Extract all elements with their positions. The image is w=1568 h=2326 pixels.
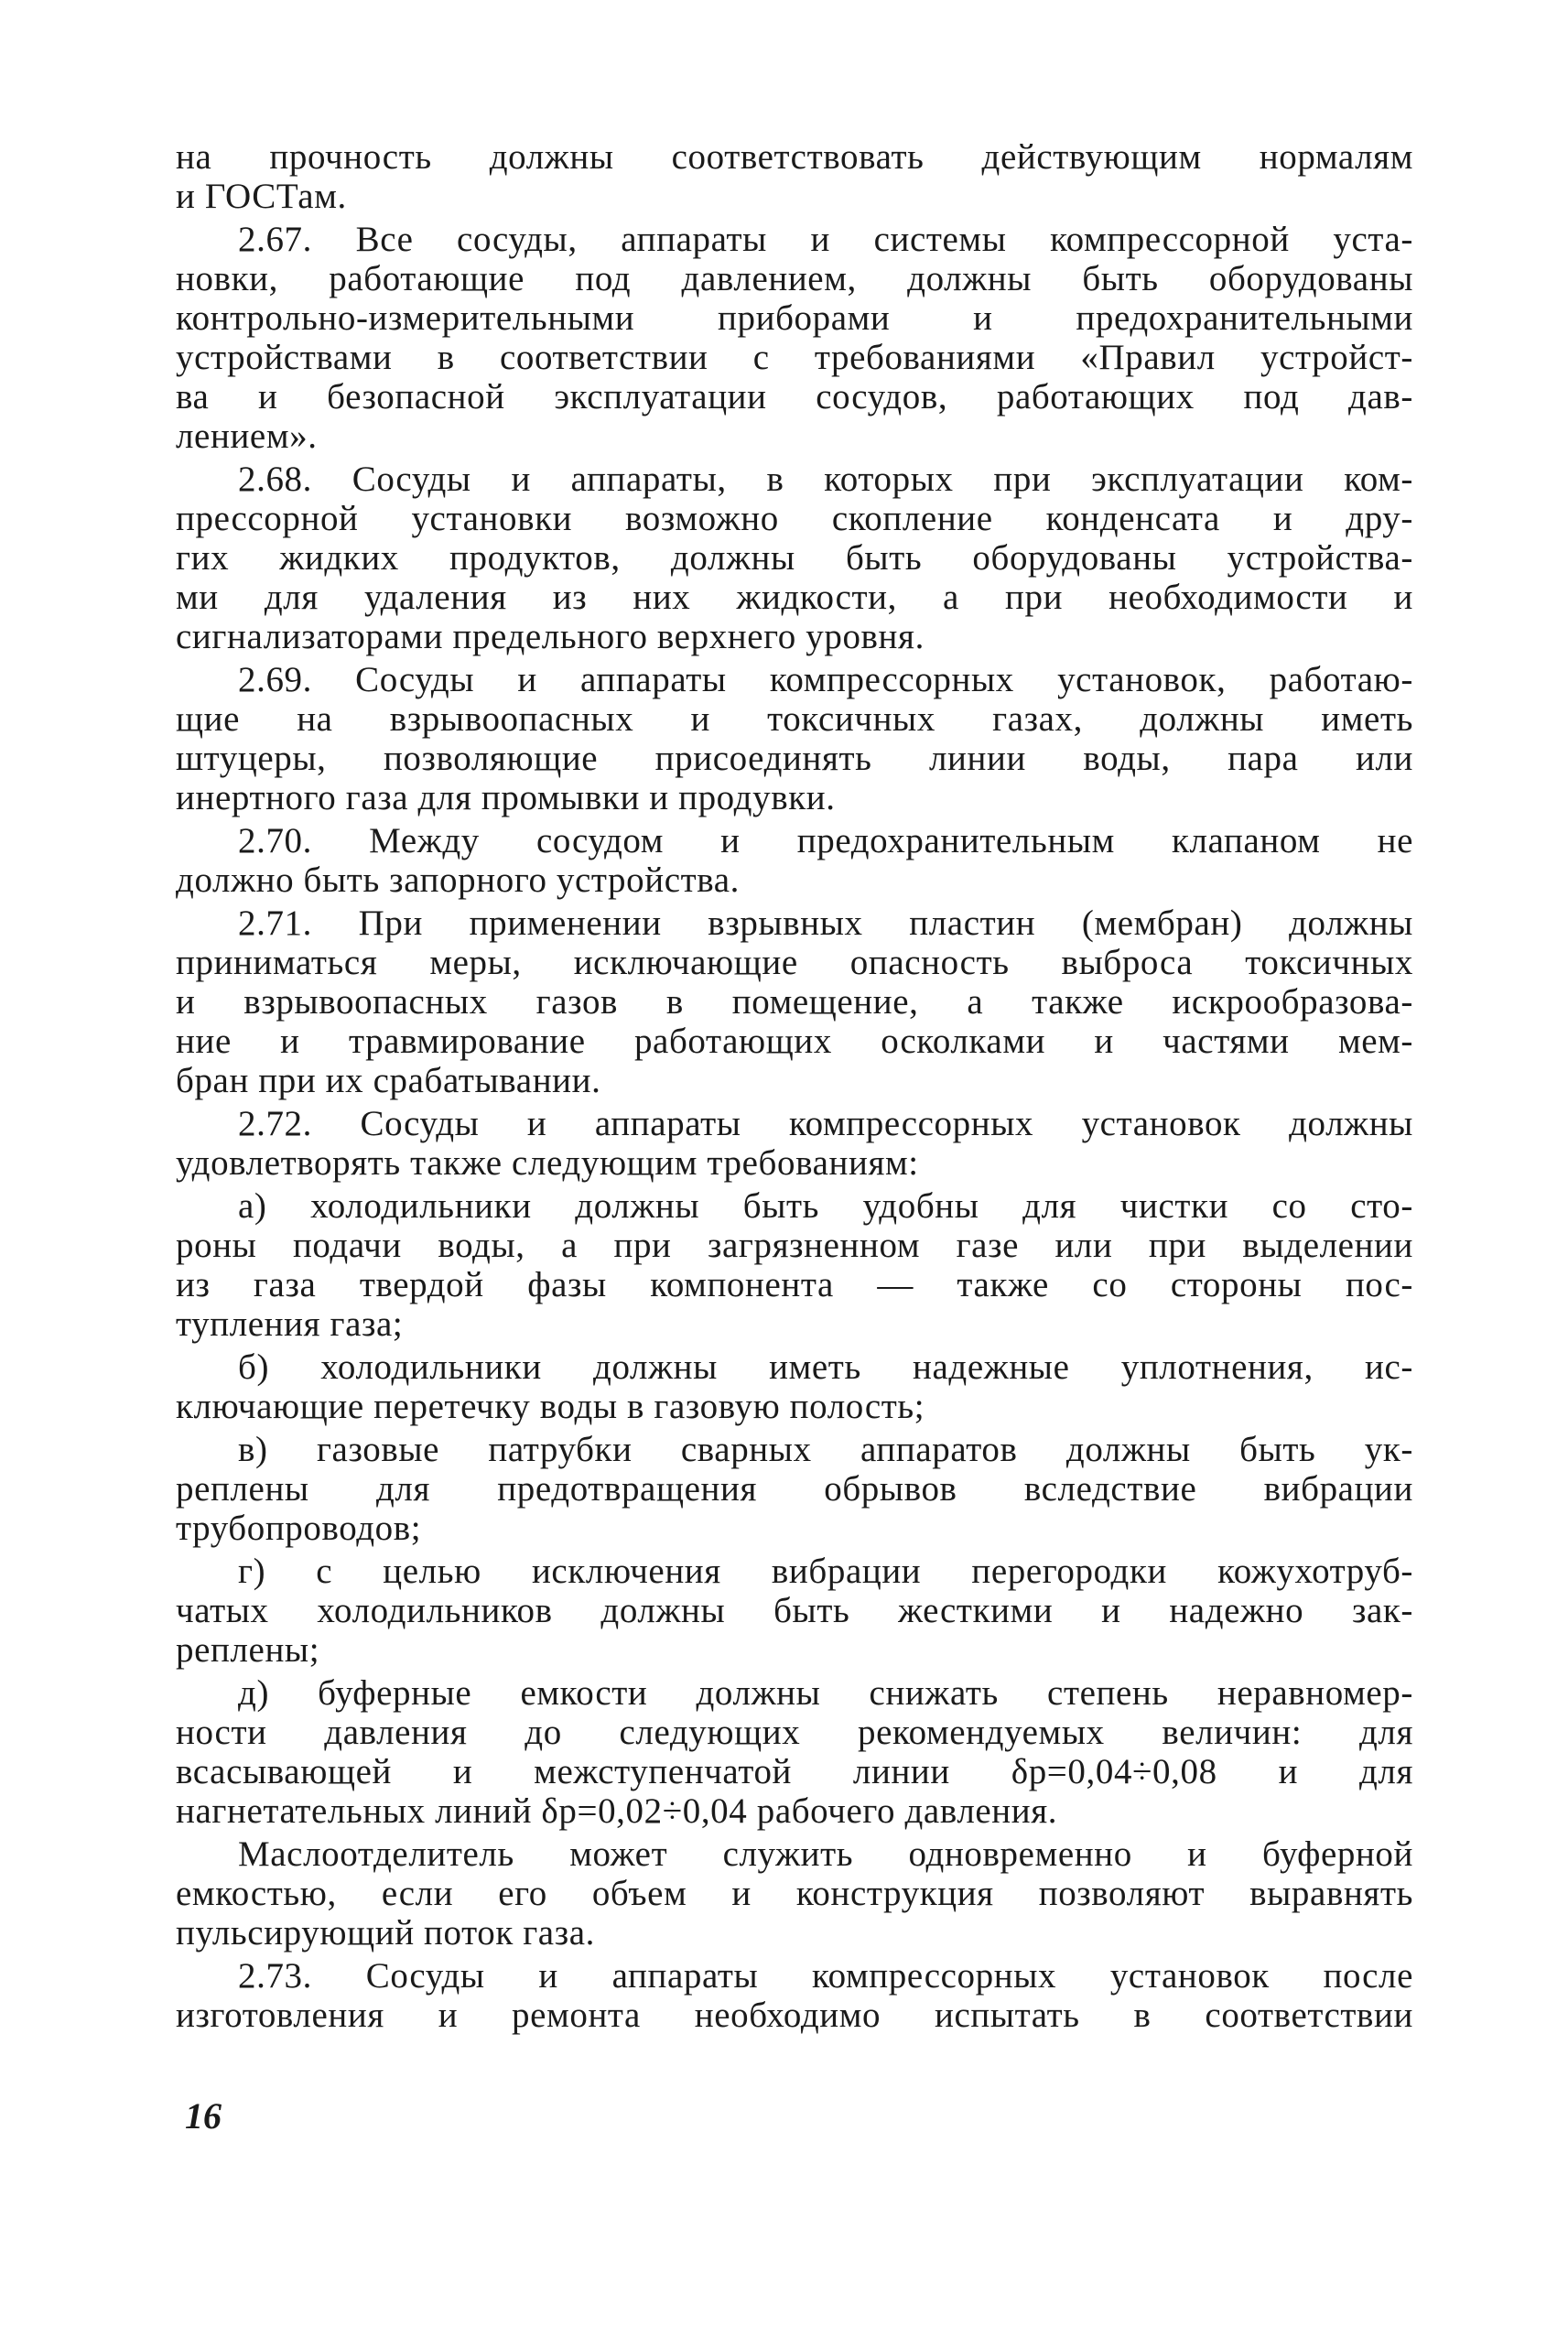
text-line: щие на взрывоопасных и токсичных газах, должны иметь (176, 699, 1413, 739)
text-line: устройствами в соответствии с требованиями «Правил устройст- (176, 338, 1413, 377)
text-line: 2.71. При применении взрывных пластин (мембран) должны (238, 903, 1413, 943)
text-line: штуцеры, позволяющие присоединять линии воды, пара или (176, 739, 1413, 778)
paragraph (176, 1430, 1413, 1548)
text-line: гих жидких продуктов, должны быть оборудованы устройства- (176, 538, 1413, 578)
text-line: тупления газа; (176, 1304, 404, 1344)
text-line: из газа твердой фазы компонента — также со стороны пос- (176, 1265, 1413, 1304)
paragraph (176, 220, 1413, 456)
text-line: в) газовые патрубки сварных аппаратов должны быть ук- (238, 1430, 1413, 1469)
text-line: Маслоотделитель может служить одновременно и буферной (238, 1834, 1413, 1874)
text-line: прессорной установки возможно скопление конденсата и дру- (176, 499, 1413, 538)
text-line: г) с целью исключения вибрации перегородки кожухотруб- (238, 1552, 1413, 1591)
paragraph (176, 460, 1413, 656)
text-line: ми для удаления из них жидкости, а при необходимости и (176, 578, 1413, 617)
text-line: 2.70. Между сосудом и предохранительным клапаном не (238, 821, 1413, 860)
paragraph (176, 660, 1413, 817)
text-line: чатых холодильников должны быть жесткими и надежно зак- (176, 1591, 1413, 1630)
paragraph (176, 1834, 1413, 1953)
text-line: ключающие перетечку воды в газовую полость; (176, 1387, 925, 1426)
paragraph (176, 1347, 1413, 1426)
paragraph (176, 137, 1413, 216)
text-line: удовлетворять также следующим требованиям: (176, 1143, 919, 1183)
text-line: и взрывоопасных газов в помещение, а также искрообразова- (176, 982, 1413, 1022)
text-line: трубопроводов; (176, 1509, 422, 1548)
paragraph (176, 1104, 1413, 1183)
text-line: 2.67. Все сосуды, аппараты и системы компрессорной уста- (238, 220, 1413, 259)
text-line: 2.68. Сосуды и аппараты, в которых при эксплуатации ком- (238, 460, 1413, 499)
text-line: и ГОСТам. (176, 177, 347, 216)
text-line: а) холодильники должны быть удобны для чистки со сто- (238, 1186, 1413, 1226)
body-text (176, 137, 1413, 2039)
text-line: ва и безопасной эксплуатации сосудов, работающих под дав- (176, 377, 1413, 417)
paragraph (176, 1673, 1413, 1831)
text-line: ности давления до следующих рекомендуемых величин: для (176, 1713, 1413, 1752)
text-line: 2.73. Сосуды и аппараты компрессорных установок после (238, 1956, 1413, 1996)
text-line: емкостью, если его объем и конструкция позволяют выравнять (176, 1874, 1413, 1913)
text-line: лением». (176, 417, 318, 456)
text-line: должно быть запорного устройства. (176, 860, 741, 900)
text-line: всасывающей и межступенчатой линии δр=0,04÷0,08 и для (176, 1752, 1413, 1791)
text-line: нагнетательных линий δр=0,02÷0,04 рабочего давления. (176, 1791, 1058, 1831)
page-number: 16 (185, 2095, 222, 2137)
text-line: ние и травмирование работающих осколками и частями мем- (176, 1022, 1413, 1061)
paragraph (176, 903, 1413, 1100)
paragraph (176, 1956, 1413, 2035)
text-line: инертного газа для промывки и продувки. (176, 778, 836, 817)
text-line: д) буферные емкости должны снижать степень неравномер- (238, 1673, 1413, 1713)
text-line: бран при их срабатывании. (176, 1061, 601, 1100)
text-line: контрольно-измерительными приборами и предохранительными (176, 298, 1413, 338)
text-line: пульсирующий поток газа. (176, 1913, 595, 1953)
text-line: 2.72. Сосуды и аппараты компрессорных установок должны (238, 1104, 1413, 1143)
text-line: роны подачи воды, а при загрязненном газе или при выделении (176, 1226, 1413, 1265)
text-line: приниматься меры, исключающие опасность выброса токсичных (176, 943, 1413, 982)
text-line: изготовления и ремонта необходимо испытать в соответствии (176, 1996, 1413, 2035)
text-line: б) холодильники должны иметь надежные уплотнения, ис- (238, 1347, 1413, 1387)
text-line: 2.69. Сосуды и аппараты компрессорных установок, работаю- (238, 660, 1413, 699)
text-line: новки, работающие под давлением, должны быть оборудованы (176, 259, 1413, 298)
paragraph (176, 1186, 1413, 1344)
text-line: реплены; (176, 1630, 320, 1670)
paragraph (176, 821, 1413, 900)
text-line: на прочность должны соответствовать действующим нормалям (176, 137, 1413, 177)
paragraph (176, 1552, 1413, 1670)
text-line: реплены для предотвращения обрывов вследствие вибрации (176, 1469, 1413, 1509)
text-line: сигнализаторами предельного верхнего уровня. (176, 617, 925, 656)
